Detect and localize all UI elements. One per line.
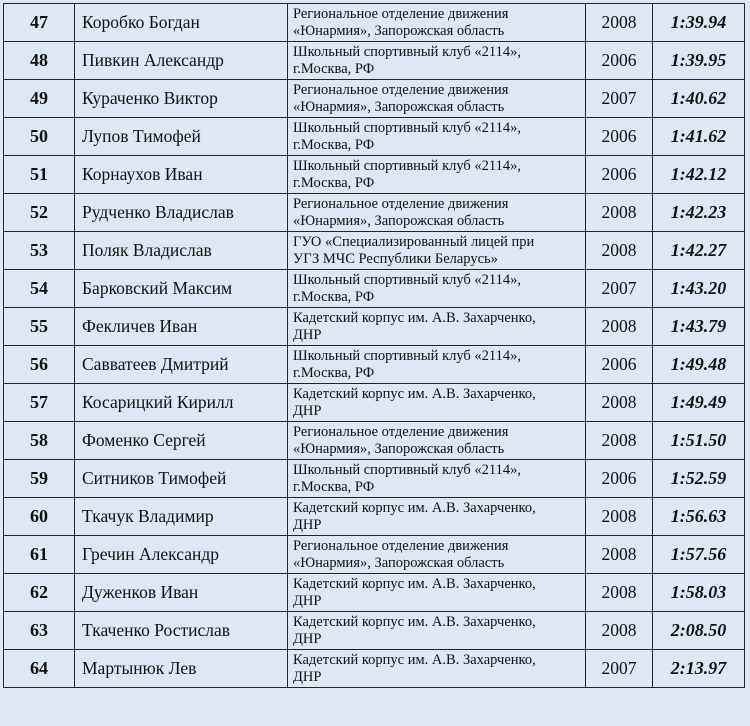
birth-year-cell: 2008 bbox=[586, 498, 653, 536]
organization-cell bbox=[288, 4, 586, 42]
organization-line: Региональное отделение движения bbox=[293, 195, 509, 212]
organization-line: УГЗ МЧС Республики Беларусь» bbox=[293, 250, 498, 267]
result-time-cell: 1:42.12 bbox=[653, 156, 745, 194]
organization-cell bbox=[288, 80, 586, 118]
athlete-name-cell: Гречин Александр bbox=[75, 536, 288, 574]
organization-cell bbox=[288, 156, 586, 194]
result-time-cell: 1:39.94 bbox=[653, 4, 745, 42]
organization-cell bbox=[288, 346, 586, 384]
table-row bbox=[4, 422, 745, 460]
organization-line: Кадетский корпус им. А.В. Захарченко, bbox=[293, 613, 536, 630]
organization-line: ДНР bbox=[293, 630, 322, 647]
organization-cell bbox=[288, 270, 586, 308]
organization-cell bbox=[288, 194, 586, 232]
place-cell: 52 bbox=[4, 194, 75, 232]
organization-line: Кадетский корпус им. А.В. Захарченко, bbox=[293, 499, 536, 516]
place-cell: 53 bbox=[4, 232, 75, 270]
athlete-name-cell: Ткачук Владимир bbox=[75, 498, 288, 536]
result-time-cell: 1:58.03 bbox=[653, 574, 745, 612]
athlete-name-cell: Лупов Тимофей bbox=[75, 118, 288, 156]
result-time-cell: 2:08.50 bbox=[653, 612, 745, 650]
organization-line: ДНР bbox=[293, 592, 322, 609]
organization-line: Школьный спортивный клуб «2114», bbox=[293, 157, 521, 174]
place-cell: 55 bbox=[4, 308, 75, 346]
athlete-name-cell: Поляк Владислав bbox=[75, 232, 288, 270]
place-cell: 48 bbox=[4, 42, 75, 80]
organization-line: Кадетский корпус им. А.В. Захарченко, bbox=[293, 309, 536, 326]
result-time-cell: 1:43.79 bbox=[653, 308, 745, 346]
organization-line: «Юнармия», Запорожская область bbox=[293, 98, 505, 115]
table-row bbox=[4, 384, 745, 422]
table-row bbox=[4, 574, 745, 612]
athlete-name-cell: Мартынюк Лев bbox=[75, 650, 288, 688]
organization-cell bbox=[288, 498, 586, 536]
result-time-cell: 1:42.23 bbox=[653, 194, 745, 232]
table-row bbox=[4, 156, 745, 194]
table-row bbox=[4, 42, 745, 80]
organization-line: Кадетский корпус им. А.В. Захарченко, bbox=[293, 385, 536, 402]
table-row bbox=[4, 118, 745, 156]
athlete-name-cell: Савватеев Дмитрий bbox=[75, 346, 288, 384]
results-table bbox=[3, 3, 745, 688]
organization-line: «Юнармия», Запорожская область bbox=[293, 554, 505, 571]
athlete-name-cell: Ткаченко Ростислав bbox=[75, 612, 288, 650]
place-cell: 54 bbox=[4, 270, 75, 308]
birth-year-cell: 2008 bbox=[586, 4, 653, 42]
table-row bbox=[4, 80, 745, 118]
place-cell: 61 bbox=[4, 536, 75, 574]
place-cell: 47 bbox=[4, 4, 75, 42]
place-cell: 56 bbox=[4, 346, 75, 384]
result-time-cell: 1:57.56 bbox=[653, 536, 745, 574]
result-time-cell: 1:43.20 bbox=[653, 270, 745, 308]
result-time-cell: 1:49.48 bbox=[653, 346, 745, 384]
organization-line: Региональное отделение движения bbox=[293, 537, 509, 554]
organization-line: Региональное отделение движения bbox=[293, 5, 509, 22]
organization-cell bbox=[288, 308, 586, 346]
organization-line: ДНР bbox=[293, 402, 322, 419]
organization-line: Школьный спортивный клуб «2114», bbox=[293, 271, 521, 288]
table-row bbox=[4, 270, 745, 308]
place-cell: 58 bbox=[4, 422, 75, 460]
table-row bbox=[4, 4, 745, 42]
result-time-cell: 2:13.97 bbox=[653, 650, 745, 688]
birth-year-cell: 2008 bbox=[586, 308, 653, 346]
organization-cell bbox=[288, 42, 586, 80]
result-time-cell: 1:51.50 bbox=[653, 422, 745, 460]
place-cell: 62 bbox=[4, 574, 75, 612]
organization-line: г.Москва, РФ bbox=[293, 364, 375, 381]
place-cell: 59 bbox=[4, 460, 75, 498]
table-row bbox=[4, 650, 745, 688]
athlete-name-cell: Пивкин Александр bbox=[75, 42, 288, 80]
place-cell: 51 bbox=[4, 156, 75, 194]
athlete-name-cell: Коробко Богдан bbox=[75, 4, 288, 42]
organization-cell bbox=[288, 536, 586, 574]
organization-line: Школьный спортивный клуб «2114», bbox=[293, 119, 521, 136]
organization-line: «Юнармия», Запорожская область bbox=[293, 212, 505, 229]
organization-line: г.Москва, РФ bbox=[293, 478, 375, 495]
organization-line: «Юнармия», Запорожская область bbox=[293, 22, 505, 39]
organization-line: Региональное отделение движения bbox=[293, 423, 509, 440]
table-row bbox=[4, 612, 745, 650]
organization-line: ДНР bbox=[293, 668, 322, 685]
place-cell: 64 bbox=[4, 650, 75, 688]
result-time-cell: 1:42.27 bbox=[653, 232, 745, 270]
organization-line: г.Москва, РФ bbox=[293, 288, 375, 305]
organization-line: ГУО «Специализированный лицей при bbox=[293, 233, 535, 250]
table-row bbox=[4, 498, 745, 536]
table-row bbox=[4, 536, 745, 574]
place-cell: 60 bbox=[4, 498, 75, 536]
results-table-body bbox=[4, 4, 745, 688]
birth-year-cell: 2008 bbox=[586, 232, 653, 270]
organization-line: Школьный спортивный клуб «2114», bbox=[293, 347, 521, 364]
athlete-name-cell: Барковский Максим bbox=[75, 270, 288, 308]
athlete-name-cell: Косарицкий Кирилл bbox=[75, 384, 288, 422]
organization-line: г.Москва, РФ bbox=[293, 174, 375, 191]
birth-year-cell: 2008 bbox=[586, 574, 653, 612]
organization-line: г.Москва, РФ bbox=[293, 60, 375, 77]
athlete-name-cell: Фекличев Иван bbox=[75, 308, 288, 346]
result-time-cell: 1:41.62 bbox=[653, 118, 745, 156]
result-time-cell: 1:49.49 bbox=[653, 384, 745, 422]
organization-line: «Юнармия», Запорожская область bbox=[293, 440, 505, 457]
athlete-name-cell: Фоменко Сергей bbox=[75, 422, 288, 460]
birth-year-cell: 2006 bbox=[586, 118, 653, 156]
organization-cell bbox=[288, 422, 586, 460]
place-cell: 49 bbox=[4, 80, 75, 118]
organization-line: Школьный спортивный клуб «2114», bbox=[293, 461, 521, 478]
organization-cell bbox=[288, 460, 586, 498]
birth-year-cell: 2008 bbox=[586, 536, 653, 574]
athlete-name-cell: Дуженков Иван bbox=[75, 574, 288, 612]
birth-year-cell: 2006 bbox=[586, 42, 653, 80]
organization-cell bbox=[288, 574, 586, 612]
place-cell: 57 bbox=[4, 384, 75, 422]
place-cell: 63 bbox=[4, 612, 75, 650]
birth-year-cell: 2008 bbox=[586, 612, 653, 650]
result-time-cell: 1:52.59 bbox=[653, 460, 745, 498]
athlete-name-cell: Корнаухов Иван bbox=[75, 156, 288, 194]
organization-line: ДНР bbox=[293, 326, 322, 343]
birth-year-cell: 2008 bbox=[586, 422, 653, 460]
place-cell: 50 bbox=[4, 118, 75, 156]
athlete-name-cell: Рудченко Владислав bbox=[75, 194, 288, 232]
result-time-cell: 1:40.62 bbox=[653, 80, 745, 118]
organization-line: г.Москва, РФ bbox=[293, 136, 375, 153]
athlete-name-cell: Кураченко Виктор bbox=[75, 80, 288, 118]
table-row bbox=[4, 346, 745, 384]
result-time-cell: 1:56.63 bbox=[653, 498, 745, 536]
organization-cell bbox=[288, 232, 586, 270]
birth-year-cell: 2006 bbox=[586, 346, 653, 384]
organization-cell bbox=[288, 384, 586, 422]
organization-line: ДНР bbox=[293, 516, 322, 533]
result-time-cell: 1:39.95 bbox=[653, 42, 745, 80]
organization-cell bbox=[288, 650, 586, 688]
table-row bbox=[4, 194, 745, 232]
organization-cell bbox=[288, 612, 586, 650]
table-row bbox=[4, 308, 745, 346]
organization-line: Школьный спортивный клуб «2114», bbox=[293, 43, 521, 60]
birth-year-cell: 2006 bbox=[586, 460, 653, 498]
birth-year-cell: 2008 bbox=[586, 384, 653, 422]
birth-year-cell: 2008 bbox=[586, 194, 653, 232]
birth-year-cell: 2007 bbox=[586, 270, 653, 308]
birth-year-cell: 2007 bbox=[586, 650, 653, 688]
organization-line: Кадетский корпус им. А.В. Захарченко, bbox=[293, 651, 536, 668]
organization-line: Кадетский корпус им. А.В. Захарченко, bbox=[293, 575, 536, 592]
athlete-name-cell: Ситников Тимофей bbox=[75, 460, 288, 498]
birth-year-cell: 2006 bbox=[586, 156, 653, 194]
table-row bbox=[4, 232, 745, 270]
birth-year-cell: 2007 bbox=[586, 80, 653, 118]
organization-cell bbox=[288, 118, 586, 156]
organization-line: Региональное отделение движения bbox=[293, 81, 509, 98]
table-row bbox=[4, 460, 745, 498]
